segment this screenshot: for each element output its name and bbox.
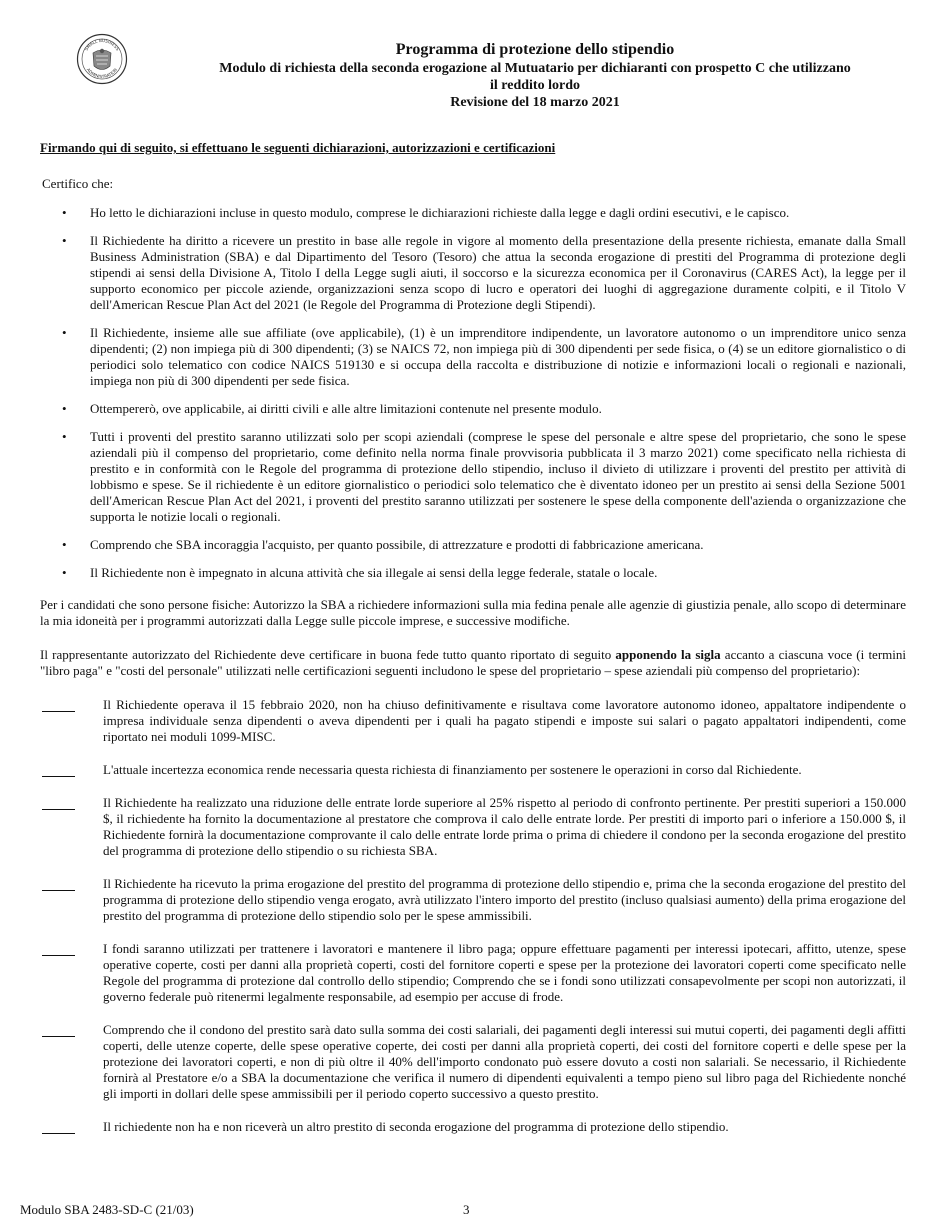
bullet-item bbox=[40, 537, 906, 553]
initials-blank-field[interactable] bbox=[42, 795, 75, 810]
bullet-item bbox=[40, 565, 906, 581]
initial-item bbox=[40, 697, 906, 745]
initial-item bbox=[40, 762, 906, 778]
initial-item-text: L'attuale incertezza economica rende necessaria questa richiesta di finanziamento per sostenere le operazioni in corso dal Richiedente. bbox=[103, 762, 802, 777]
initials-blank-field[interactable] bbox=[42, 876, 75, 891]
initial-item-text: Il Richiedente ha realizzato una riduzione delle entrate lorde superiore al 25% rispetto al periodo di confronto pertinente. Per prestiti superiori a 150.000 $, il richiedente ha fornito la documentazione al prestatore che comprova il calo delle entrate lorde. Per prestiti di importo pari o inferiore a 150.000 $, il Richiedente fornirà la documentazione comprovante il calo delle entrate lorde prima o prima di chiedere il condono per la seconda erogazione del prestito del programma di protezione dello stipendio o su richiesta SBA. bbox=[103, 795, 906, 858]
rep-text-after: accanto a ciascuna voce (i termini "libro paga" e "costi del personale" utilizzati nelle certificazioni seguenti includono le spese del proprietario – spese aziendali più compenso del proprietario): bbox=[40, 647, 906, 678]
initial-item bbox=[40, 1119, 906, 1135]
rep-text-bold: apponendo la sigla bbox=[615, 647, 721, 662]
rep-text-before: Il rappresentante autorizzato del Richiedente deve certificare in buona fede tutto quanto riportato di seguito bbox=[40, 647, 616, 662]
initials-certification-list bbox=[40, 697, 906, 1135]
bullet-text: Il Richiedente ha diritto a ricevere un prestito in base alle regole in vigore al momento della presentazione della presente richiesta, emanate dalla Small Business Administration (SBA) e dal Dipartimento del Tesoro (Tesoro) che attua la seconda erogazione di prestiti del Programma di protezione degli stipendi ai sensi della Divisione A, Titolo I della Legge sugli aiuti, il soccorso e la sicurezza economica per il Coronavirus (CARES Act), la legge per il supporto economico per piccole aziende, organizzazioni senza scopo di lucro e operatori dei luoghi di aggregazione duramente colpiti, e il Titolo V dell'American Rescue Plan Act del 2021 (le Regole del Programma di Protezione degli Stipendi). bbox=[90, 233, 906, 312]
initial-item-text: I fondi saranno utilizzati per trattenere i lavoratori e mantenere il libro paga; oppure effettuare pagamenti per interessi ipotecari, affitto, utenze, spese operative coperte, costi per danni alla proprietà coperti, costi del fornitore coperti e spese per la protezione dei lavoratori coperti come specificato nelle Regole del programma di protezione dal controllo dello stipendio; Comprendo che se i fondi sono utilizzati consapevolmente per scopi non autorizzati, il governo federale può ritenermi legalmente responsabile, ad esempio per accuse di frode. bbox=[103, 941, 906, 1004]
bullet-item bbox=[40, 401, 906, 417]
representative-certification-paragraph bbox=[40, 647, 906, 679]
document-title: Programma di protezione dello stipendio bbox=[395, 41, 675, 58]
section-title: Firmando qui di seguito, si effettuano le seguenti dichiarazioni, autorizzazioni e certificazioni bbox=[40, 140, 556, 155]
bullet-text: Comprendo che SBA incoraggia l'acquisto, per quanto possibile, di attrezzature e prodotti di fabbricazione americana. bbox=[90, 537, 704, 552]
initials-blank-field[interactable] bbox=[42, 941, 75, 956]
initials-blank-field[interactable] bbox=[42, 762, 75, 777]
bullet-glyph: • bbox=[62, 565, 67, 580]
bullet-glyph: • bbox=[62, 429, 67, 444]
bullet-glyph: • bbox=[62, 325, 67, 340]
bullet-text: Ho letto le dichiarazioni incluse in questo modulo, comprese le dichiarazioni richieste dalla legge e dagli ordini esecutivi, e le capisco. bbox=[90, 205, 790, 220]
document-subtitle-line-1: Modulo di richiesta della seconda erogazione al Mutuatario per dichiaranti con prospetto C che utilizzano bbox=[219, 61, 851, 76]
bullet-item bbox=[40, 429, 906, 525]
initial-item bbox=[40, 876, 906, 924]
bullet-item bbox=[40, 325, 906, 389]
initials-blank-field[interactable] bbox=[42, 697, 75, 712]
bullet-text: Tutti i proventi del prestito saranno utilizzati solo per scopi aziendali (comprese le spese del personale e altre spese del proprietario, che sono le spese aziendali più il compenso del proprietario, come definito nella norma finale provvisoria pubblicata il 3 marzo 2021) come specificato nella richiesta di prestito e in conformità con le Regole del programma di protezione dello stipendio, incluso il divieto di utilizzare i proventi del prestito per attività di lobbismo e spese. Se il richiedente è un editore giornalistico o periodici solo telematico che è diventato idoneo per un prestito ai sensi della Sezione 5001 dell'American Rescue Plan Act del 2021, i proventi del prestito saranno utilizzati per sostenere le spese della componente dell'azienda o organizzazione che supporta le notizie locali o regionali. bbox=[90, 429, 906, 524]
initial-item bbox=[40, 941, 906, 1005]
initial-item-text: Il Richiedente ha ricevuto la prima erogazione del prestito del programma di protezione dello stipendio e, prima che la seconda erogazione del prestito del programma di protezione dello stipendio venga erogato, avrà utilizzato l'intero importo del prestito (incluso qualsiasi aumento) della prima erogazione del prestito del programma di protezione dello stipendio solo per le spese ammissibili. bbox=[103, 876, 906, 923]
bullet-glyph: • bbox=[62, 537, 67, 552]
initials-blank-field[interactable] bbox=[42, 1022, 75, 1037]
svg-text:SMALL BUSINESS: SMALL BUSINESS bbox=[83, 37, 121, 52]
initial-item bbox=[40, 795, 906, 859]
bullet-glyph: • bbox=[62, 401, 67, 416]
form-identifier: Modulo SBA 2483-SD-C (21/03) bbox=[20, 1202, 194, 1217]
bullet-glyph: • bbox=[62, 205, 67, 220]
document-subtitle-line-2: il reddito lordo bbox=[490, 78, 580, 93]
document-header bbox=[120, 40, 950, 111]
individuals-authorization-paragraph: Per i candidati che sono persone fisiche: Autorizzo la SBA a richiedere informazioni sulla mia fedina penale alle agenzie di giustizia penale, allo scopo di determinare la mia idoneità per i programmi autorizzati dalla Legge sulle piccole imprese, e successive modifiche. bbox=[40, 597, 906, 628]
bullet-item bbox=[40, 205, 906, 221]
initial-item-text: Il richiedente non ha e non riceverà un altro prestito di seconda erogazione del programma di protezione dello stipendio. bbox=[103, 1119, 729, 1134]
initial-item-text: Comprendo che il condono del prestito sarà dato sulla somma dei costi salariali, dei pagamenti degli interessi sui mutui coperti, dei pagamenti degli affitti coperti, delle utenze coperte, delle spese operative coperte, dei costi per danni alla proprietà coperti, dei costi del fornitore coperti e delle spese per la protezione dei lavoratori coperti, e non di più oltre il 40% dell'importo condonato può essere dovuto a costi non salariali. Se necessario, il Richiedente fornirà al Prestatore e/o a SBA la documentazione che verifica il numero di dipendenti equivalenti a tempo pieno sul libro paga del Richiedente nonché gli importi in dollari delle spese ammissibili per il periodo coperto successivo a questo prestito. bbox=[103, 1022, 906, 1101]
document-body bbox=[40, 140, 906, 1152]
bullet-item bbox=[40, 233, 906, 313]
bullet-glyph: • bbox=[62, 233, 67, 248]
initial-item bbox=[40, 1022, 906, 1102]
certification-bullet-list bbox=[40, 205, 906, 581]
document-revision: Revisione del 18 marzo 2021 bbox=[450, 95, 620, 110]
initials-blank-field[interactable] bbox=[42, 1119, 75, 1134]
initial-item-text: Il Richiedente operava il 15 febbraio 2020, non ha chiuso definitivamente e risultava come lavoratore autonomo idoneo, appaltatore indipendente o impresa individuale senza dipendenti o aveva dipendenti per i quali ha pagato stipendi e imposte sui salari o pagato appaltatori indipendenti, come riportato nei moduli 1099-MISC. bbox=[103, 697, 906, 744]
bullet-text: Il Richiedente, insieme alle sue affiliate (ove applicabile), (1) è un imprenditore indipendente, un lavoratore autonomo o un imprenditore unico senza dipendenti; (2) non impiega più di 300 dipendenti; (3) se NAICS 72, non impiega più di 300 dipendenti per sede fisica, o (4) se un editore giornalistico o di periodici solo telematico con codice NAICS 519130 e si occupa della raccolta e distribuzione di notizie e informazioni locali o regionali e nazionali, impiega non più di 300 dipendenti per sede fisica. bbox=[90, 325, 906, 388]
bullet-text: Il Richiedente non è impegnato in alcuna attività che sia illegale ai sensi della legge federale, statale o locale. bbox=[90, 565, 658, 580]
svg-text:ADMINISTRATION: ADMINISTRATION bbox=[85, 67, 119, 80]
certifico-label: Certifico che: bbox=[42, 176, 114, 191]
page-number: 3 bbox=[463, 1202, 470, 1217]
bullet-text: Ottempererò, ove applicabile, ai diritti civili e alle altre limitazioni contenute nel presente modulo. bbox=[90, 401, 602, 416]
